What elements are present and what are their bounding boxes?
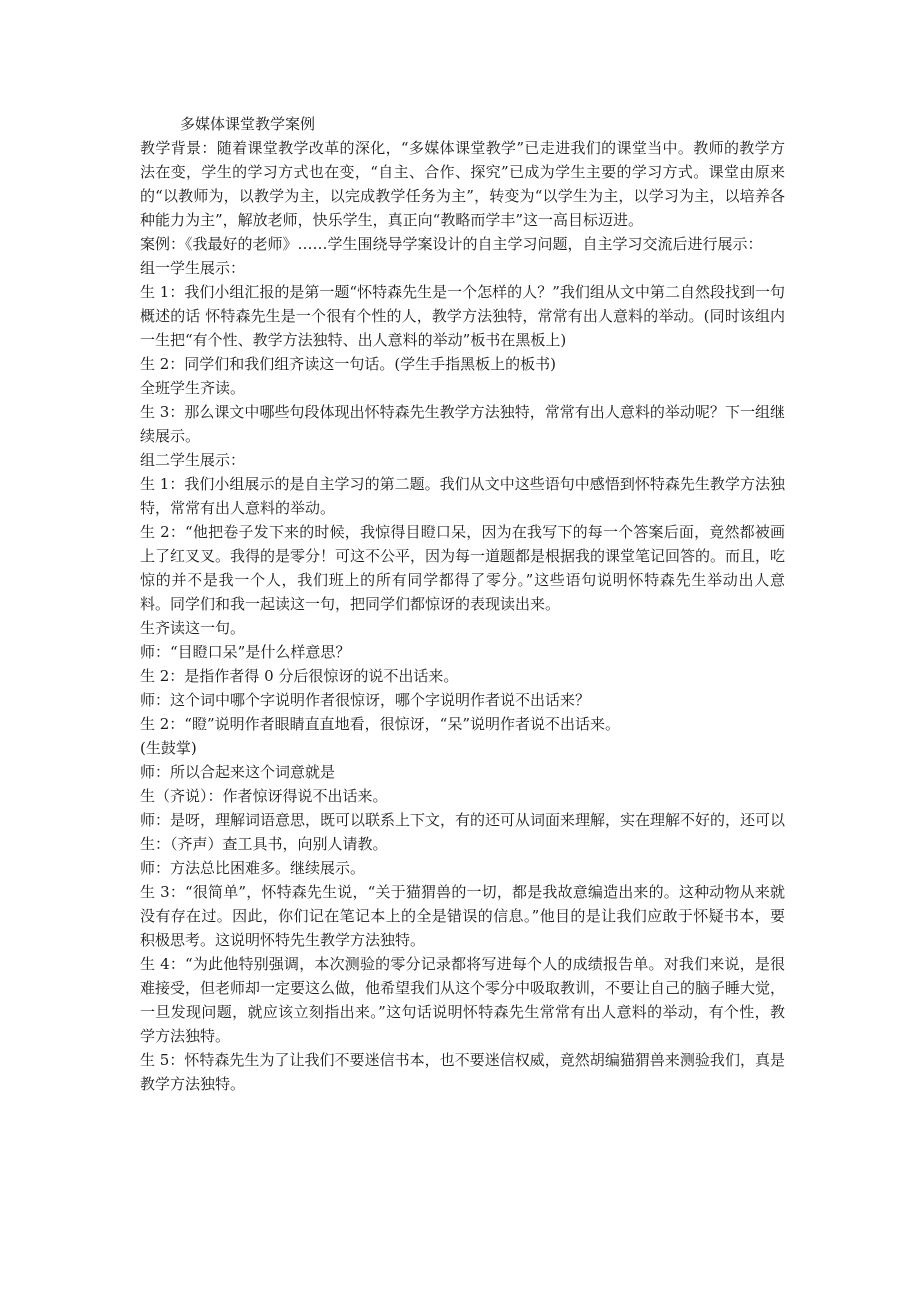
paragraph-dialogue: 生 2：“他把卷子发下来的时候，我惊得目瞪口呆，因为在我写下的每一个答案后面，竟然都被画上了红叉叉。我得的是零分！可这不公平，因为每一道题都是根据我的课堂笔记回答的。而且，吃惊的并不是我一个人，我们班上的所有同学都得了零分。”这些语句说明怀特森先生举动出人意料。同学们和我一起读这一句，把同学们都惊讶的表现读出来。 — [140, 523, 786, 613]
paragraph-dialogue: 生 3：那么课文中哪些句段体现出怀特森先生教学方法独特，常常有出人意料的举动呢？下一组继续展示。 — [140, 403, 785, 445]
paragraph-dialogue: 生 3：“很简单”，怀特森先生说，“关于猫猬兽的一切，都是我故意编造出来的。这种动物从来就没有存在过。因此，你们记在笔记本上的全是错误的信息。”他目的是让我们应敢于怀疑书本，要积极思考。这说明怀特先生教学方法独特。 — [140, 883, 785, 949]
paragraph-dialogue: 师：方法总比困难多。继续展示。 — [140, 859, 366, 877]
document-title: 多媒体课堂教学案例 — [180, 115, 316, 133]
document-page — [140, 112, 785, 1096]
paragraph-dialogue: 师：这个词中哪个字说明作者很惊讶，哪个字说明作者说不出话来？ — [140, 691, 591, 709]
paragraph-case-intro: 案例：《我最好的老师》……学生围绕导学案设计的自主学习问题，自主学习交流后进行展示： — [140, 235, 763, 253]
paragraph-dialogue: 生：（齐声）查工具书，向别人请教。 — [140, 835, 388, 853]
paragraph-dialogue: 全班学生齐读。 — [140, 379, 246, 397]
paragraph-dialogue: 生齐读这一句。 — [140, 619, 246, 637]
paragraph-dialogue: 师：所以合起来这个词意就是 — [140, 763, 336, 781]
paragraph-group-two-heading: 组二学生展示： — [140, 451, 246, 469]
paragraph-dialogue: 生 5：怀特森先生为了让我们不要迷信书本，也不要迷信权威，竟然胡编猫猬兽来测验我们，真是教学方法独特。 — [140, 1051, 785, 1093]
paragraph-dialogue: 生 2：“瞪”说明作者眼睛直直地看，很惊讶，“呆”说明作者说不出话来。 — [140, 715, 620, 733]
paragraph-dialogue: 生 2：同学们和我们组齐读这一句话。(学生手指黑板上的板书) — [140, 355, 557, 373]
paragraph-dialogue: 师：是呀，理解词语意思，既可以联系上下文，有的还可从词面来理解，实在理解不好的，还可以 — [140, 811, 786, 829]
paragraph-dialogue: 生 2：是指作者得 0 分后很惊讶的说不出话来。 — [140, 667, 459, 685]
paragraph-dialogue: 生（齐说）：作者惊讶得说不出话来。 — [140, 787, 388, 805]
paragraph-dialogue: (生鼓掌) — [140, 739, 197, 757]
paragraph-background: 教学背景：随着课堂教学改革的深化，“多媒体课堂教学”已走进我们的课堂当中。教师的教学方法在变，学生的学习方式也在变，“自主、合作、探究”已成为学生主要的学习方式。课堂由原来的“以教师为，以教学为主，以完成教学任务为主”，转变为“以学生为主，以学习为主，以培养各种能力为主”，解放老师，快乐学生，真正向“教略而学丰”这一高目标迈进。 — [140, 139, 785, 229]
paragraph-dialogue: 生 1：我们小组汇报的是第一题“怀特森先生是一个怎样的人？”我们组从文中第二自然段找到一句概述的话 怀特森先生是一个很有个性的人，教学方法独特，常常有出人意料的举动。(同时该组内一生把“有个性、教学方法独特、出人意料的举动”板书在黑板上) — [140, 283, 785, 349]
paragraph-dialogue: 生 1：我们小组展示的是自主学习的第二题。我们从文中这些语句中感悟到怀特森先生教学方法独特，常常有出人意料的举动。 — [140, 475, 785, 517]
paragraph-dialogue: 生 4：“为此他特别强调，本次测验的零分记录都将写进每个人的成绩报告单。对我们来说，是很难接受，但老师却一定要这么做，他希望我们从这个零分中吸取教训，不要让自己的脑子睡大觉，一旦发现问题，就应该立刻指出来。”这句话说明怀特森先生常常有出人意料的举动，有个性，教学方法独特。 — [140, 955, 786, 1045]
paragraph-group-one-heading: 组一学生展示： — [140, 259, 246, 277]
paragraph-dialogue: 师：“目瞪口呆”是什么样意思？ — [140, 643, 351, 661]
